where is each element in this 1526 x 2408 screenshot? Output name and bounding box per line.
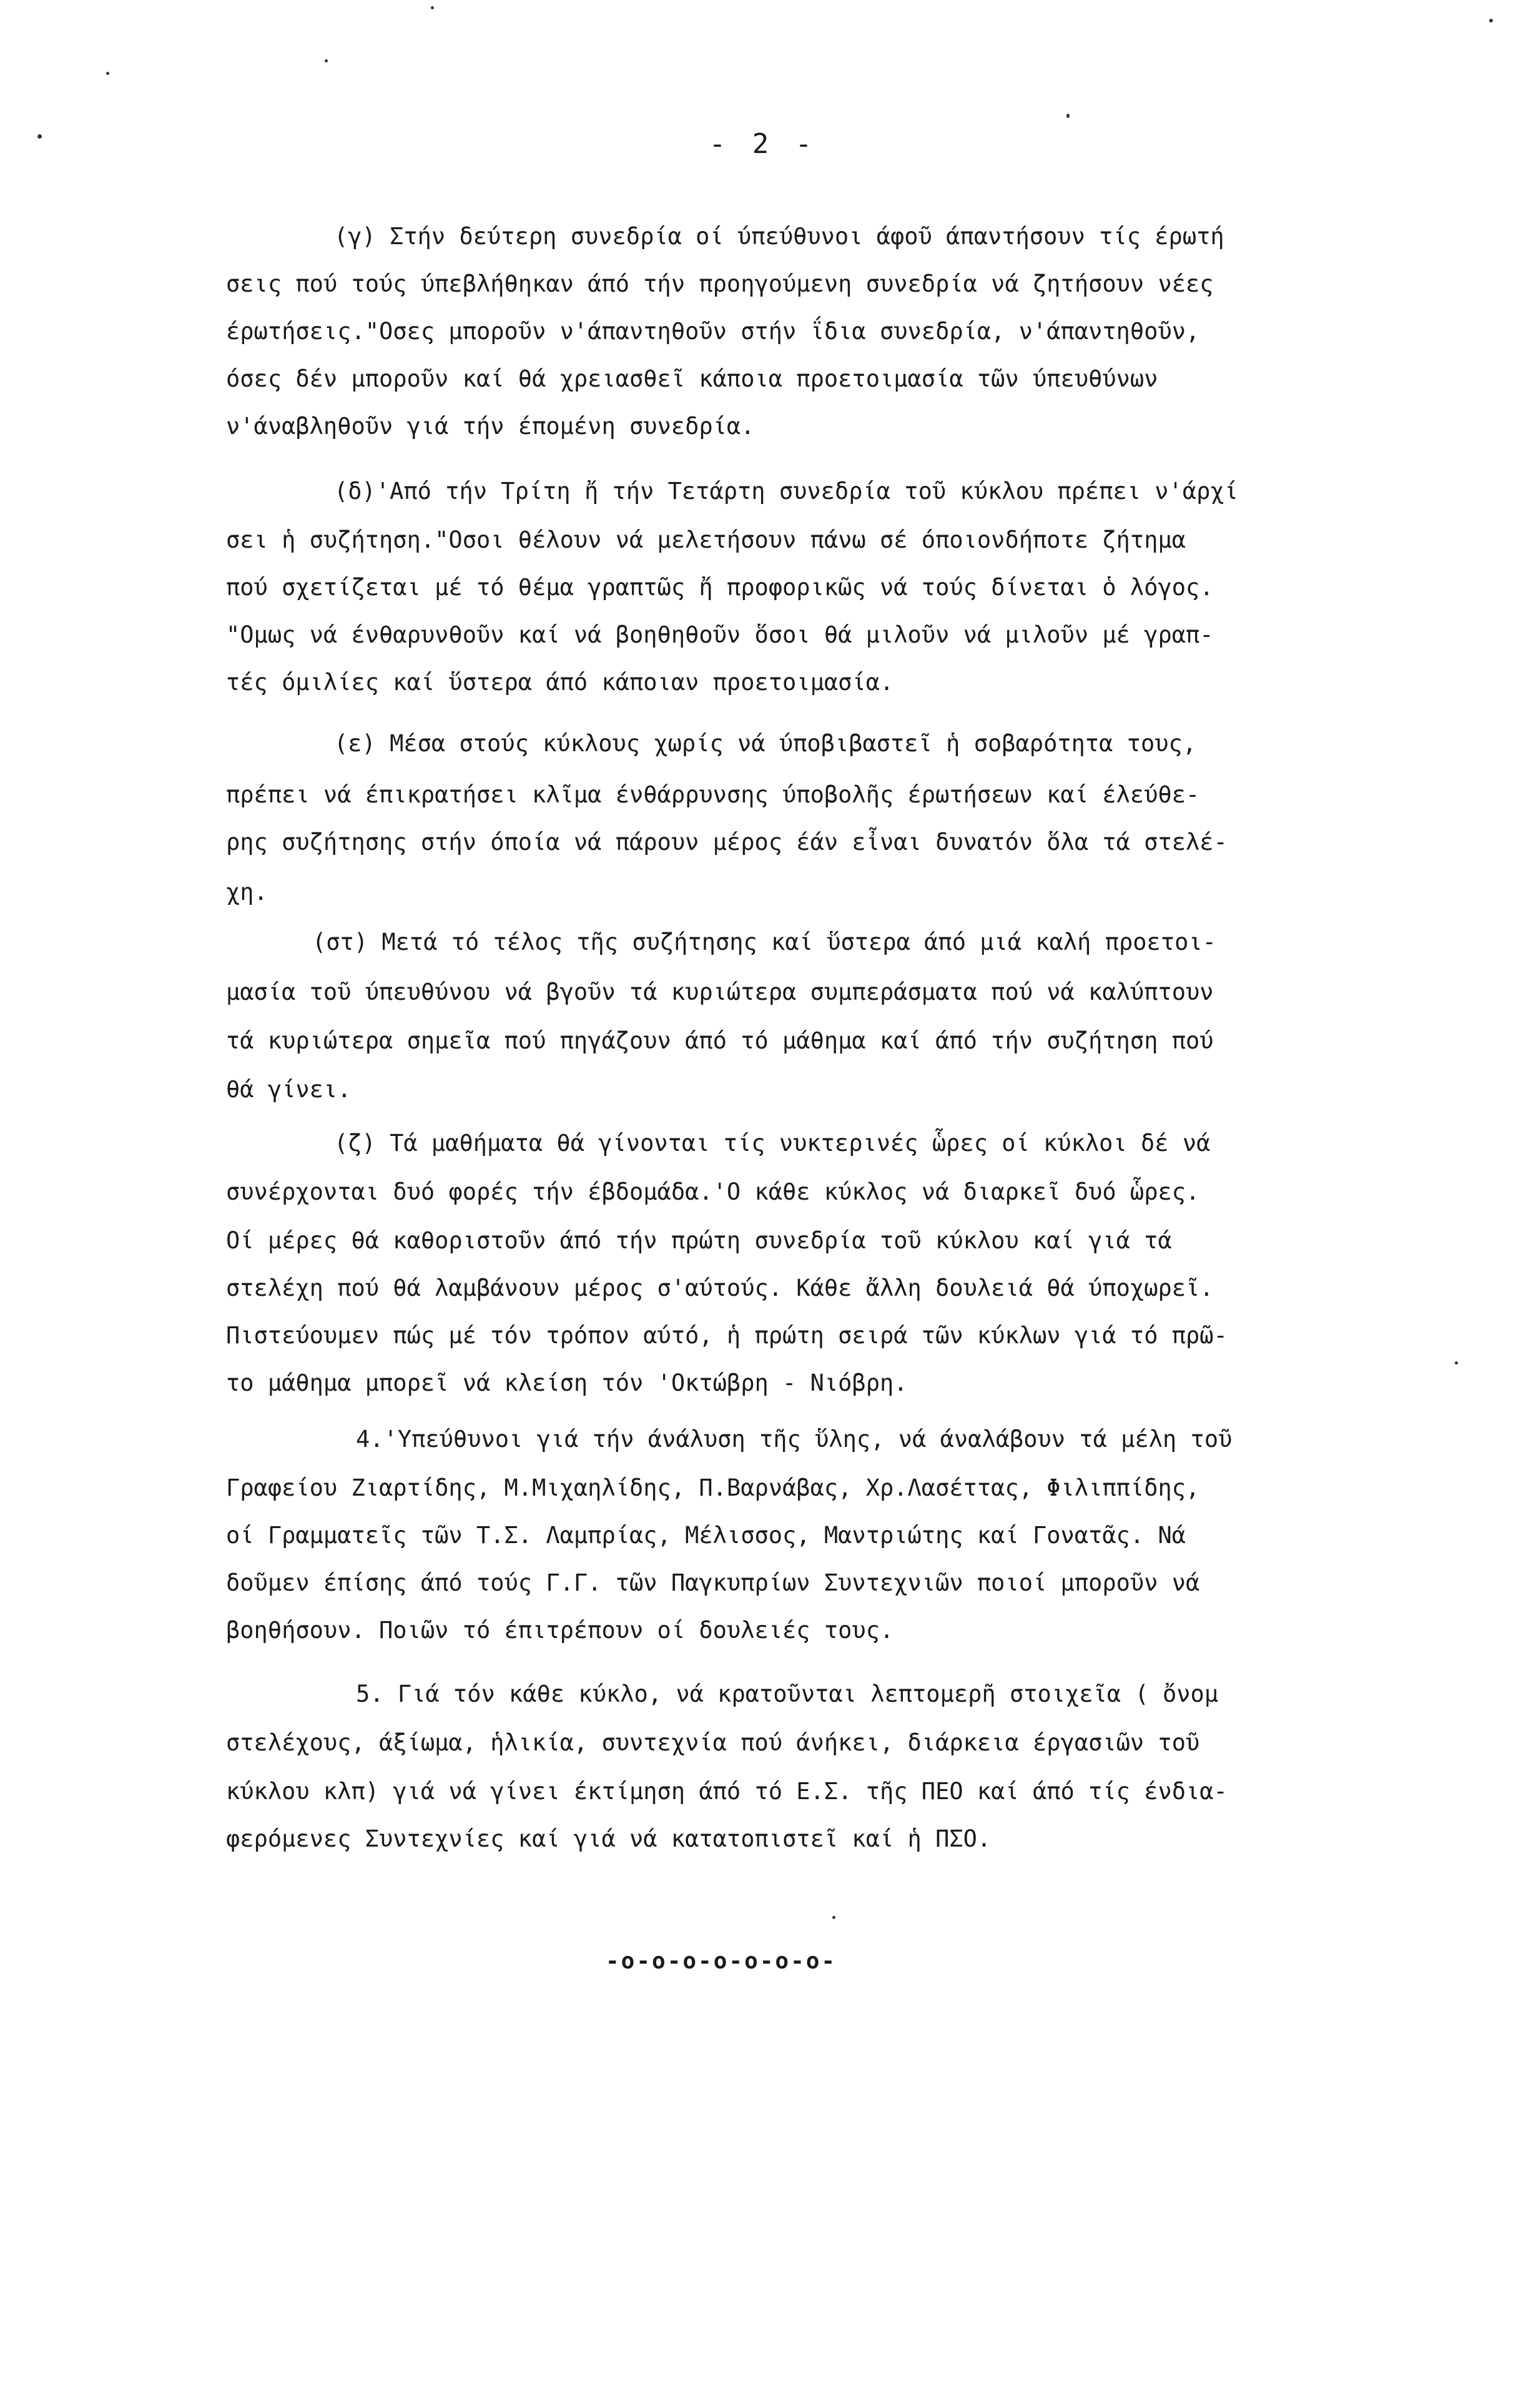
text-line: σει ἡ συζήτηση."Οσοι θέλουν νά μελετήσουν πάνω σέ όποιονδήποτε ζήτημα xyxy=(226,526,1186,553)
page-number: - 2 - xyxy=(709,128,817,160)
text-line: συνέρχονται δυό φορές τήν έβδομάδα.'Ο κάθε κύκλος νά διαρκεῖ δυό ὧρες. xyxy=(226,1178,1200,1205)
text-line: ν'άναβληθοῦν γιά τήν έπομένη συνεδρία. xyxy=(226,413,755,440)
text-line: έρωτήσεις."Οσες μποροῦν ν'άπαντηθοῦν στήν ΐδια συνεδρία, ν'άπαντηθοῦν, xyxy=(226,318,1200,345)
text-line: μασία τοῦ ύπευθύνου νά βγοῦν τά κυριώτερα συμπεράσματα πού νά καλύπτουν xyxy=(226,979,1214,1005)
text-line: ρης συζήτησης στήν όποία νά πάρουν μέρος έάν εἶναι δυνατόν ὅλα τά στελέ- xyxy=(226,829,1228,856)
text-line: στελέχη πού θά λαμβάνουν μέρος σ'αύτούς. Κάθε ἄλλη δουλειά θά ύποχωρεῖ. xyxy=(226,1275,1214,1301)
scan-speck xyxy=(1066,114,1070,118)
text-line: δοῦμεν έπίσης άπό τούς Γ.Γ. τῶν Παγκυπρίων Συντεχνιῶν ποιοί μποροῦν νά xyxy=(226,1569,1200,1596)
text-line: "Ομως νά ένθαρυνθοῦν καί νά βοηθηθοῦν ὅσοι θά μιλοῦν νά μιλοῦν μέ γραπ- xyxy=(226,621,1214,648)
scan-speck xyxy=(832,1916,835,1919)
scan-speck xyxy=(1455,1361,1458,1364)
text-line: όσες δέν μποροῦν καί θά χρειασθεῖ κάποια προετοιμασία τῶν ύπευθύνων xyxy=(226,365,1158,392)
text-line: (ζ) Τά μαθήματα θά γίνονται τίς νυκτερινές ὧρες οί κύκλοι δέ νά xyxy=(334,1130,1211,1157)
text-line: Πιστεύουμεν πώς μέ τόν τρόπον αύτό, ἡ πρώτη σειρά τῶν κύκλων γιά τό πρῶ- xyxy=(226,1322,1228,1349)
text-line: 4.'Υπεύθυνοι γιά τήν άνάλυση τῆς ὕλης, νά άναλάβουν τά μέλη τοῦ xyxy=(356,1426,1233,1453)
text-line: το μάθημα μπορεῖ νά κλείση τόν 'Οκτώβρη - Νιόβρη. xyxy=(226,1369,908,1396)
end-mark: -o-o-o-o-o-o-o- xyxy=(606,1948,837,1974)
text-line: πού σχετίζεται μέ τό θέμα γραπτῶς ἤ προφορικῶς νά τούς δίνεται ὁ λόγος. xyxy=(226,574,1214,601)
text-line: οί Γραμματεῖς τῶν Τ.Σ. Λαμπρίας, Μέλισσος, Μαντριώτης καί Γονατᾶς. Νά xyxy=(226,1522,1186,1549)
scan-speck xyxy=(325,59,328,62)
text-line: στελέχους, άξίωμα, ἡλικία, συντεχνία πού άνήκει, διάρκεια έργασιῶν τοῦ xyxy=(226,1729,1200,1756)
text-line: Οί μέρες θά καθοριστοῦν άπό τήν πρώτη συνεδρία τοῦ κύκλου καί γιά τά xyxy=(226,1227,1172,1254)
text-line: (γ) Στήν δεύτερη συνεδρία οί ύπεύθυνοι άφοῦ άπαντήσουν τίς έρωτή xyxy=(334,223,1224,250)
text-line: (ε) Μέσα στούς κύκλους χωρίς νά ύποβιβαστεῖ ἡ σοβαρότητα τους, xyxy=(334,730,1197,757)
scan-speck xyxy=(106,72,109,75)
text-line: θά γίνει. xyxy=(226,1076,352,1103)
text-line: (στ) Μετά τό τέλος τῆς συζήτησης καί ὕστερα άπό μιά καλή προετοι- xyxy=(312,929,1216,955)
text-line: Γραφείου Ζιαρτίδης, Μ.Μιχαηλίδης, Π.Βαρνάβας, Χρ.Λασέττας, Φιλιππίδης, xyxy=(226,1474,1200,1501)
scan-speck xyxy=(1489,19,1493,22)
text-line: βοηθήσουν. Ποιῶν τό έπιτρέπουν οί δουλειές τους. xyxy=(226,1617,894,1644)
text-line: χη. xyxy=(226,879,268,905)
text-line: φερόμενες Συντεχνίες καί γιά νά κατατοπιστεῖ καί ἡ ΠΣΟ. xyxy=(226,1825,992,1852)
text-line: κύκλου κλπ) γιά νά γίνει έκτίμηση άπό τό Ε.Σ. τῆς ΠΕΟ καί άπό τίς ένδια- xyxy=(226,1778,1228,1805)
text-line: τές όμιλίες καί ὕστερα άπό κάποιαν προετοιμασία. xyxy=(226,669,894,696)
text-line: σεις πού τούς ύπεβλήθηκαν άπό τήν προηγούμενη συνεδρία νά ζητήσουν νέες xyxy=(226,270,1214,297)
text-line: 5. Γιά τόν κάθε κύκλο, νά κρατοῦνται λεπτομερῆ στοιχεῖα ( ὄνομ xyxy=(356,1680,1219,1707)
scan-speck xyxy=(431,6,434,9)
text-line: τά κυριώτερα σημεῖα πού πηγάζουν άπό τό μάθημα καί άπό τήν συζήτηση πού xyxy=(226,1027,1214,1054)
text-line: (δ)'Από τήν Τρίτη ἤ τήν Τετάρτη συνεδρία τοῦ κύκλου πρέπει ν'άρχί xyxy=(334,478,1238,505)
text-line: πρέπει νά έπικρατήσει κλῖμα ένθάρρυνσης ύποβολῆς έρωτήσεων καί έλεύθε- xyxy=(226,781,1200,808)
